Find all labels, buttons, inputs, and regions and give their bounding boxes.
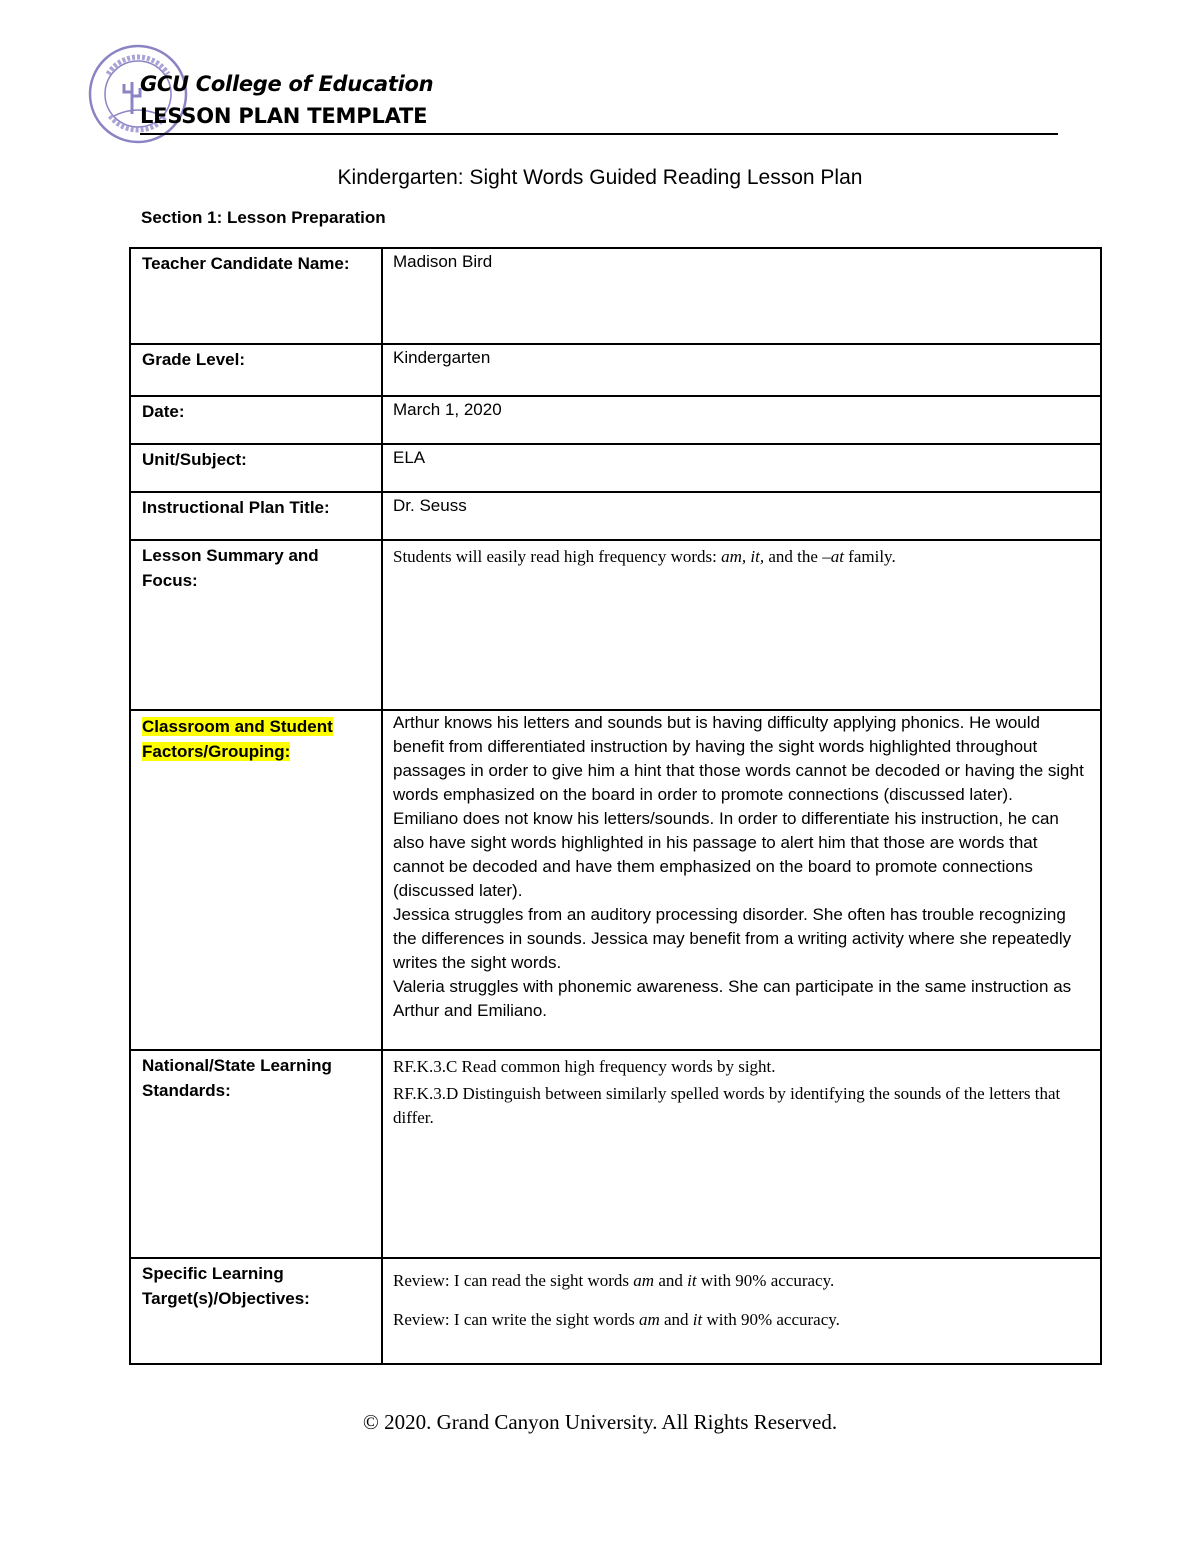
unit-label: Unit/Subject: <box>142 450 247 469</box>
objectives-value <box>383 1259 1100 1332</box>
value-cell <box>382 492 1101 540</box>
table-row <box>130 344 1101 396</box>
table-row <box>130 1050 1101 1258</box>
value-cell <box>382 396 1101 444</box>
summary-value <box>383 541 1100 569</box>
grade-value: Kindergarten <box>393 348 491 367</box>
standard-item: RF.K.3.C Read common high frequency words by sight. <box>393 1057 776 1076</box>
factors-value <box>383 711 1100 1023</box>
objective-text: Review: I can write the sight words <box>393 1310 639 1329</box>
objective-text: with 90% accuracy. <box>696 1271 835 1290</box>
objectives-label: Specific Learning Target(s)/Objectives: <box>142 1264 310 1308</box>
standards-label: National/State Learning Standards: <box>142 1056 332 1100</box>
label-cell <box>130 396 382 444</box>
factors-label-wrap <box>131 711 381 764</box>
value-cell <box>382 344 1101 396</box>
standard-item: RF.K.3.D Distinguish between similarly spelled words by identifying the sounds of the letters that differ. <box>393 1084 1061 1127</box>
college-name: GCU College of Education <box>140 72 434 96</box>
page-title: Kindergarten: Sight Words Guided Reading Lesson Plan <box>337 166 863 189</box>
standards-value <box>383 1051 1100 1130</box>
objective-text: and <box>659 1310 693 1329</box>
summary-family: –at <box>822 547 844 566</box>
factors-paragraph-arthur: Arthur knows his letters and sounds but is having difficulty applying phonics. He would benefit from differentiated instruction by having the sight words highlighted throughout passages in order to give him a hint that those words cannot be decoded or having the sight words emphasized on the board in order to promote connections (discussed later). <box>393 713 1084 804</box>
label-cell <box>130 444 382 492</box>
label-cell <box>130 1258 382 1364</box>
table-row <box>130 248 1101 344</box>
objective-word: am <box>638 1310 660 1329</box>
table-row <box>130 1258 1101 1364</box>
objective-word: it <box>692 1310 703 1329</box>
unit-value: ELA <box>393 448 426 467</box>
teacher-label: Teacher Candidate Name: <box>142 254 350 273</box>
objective-word: am <box>633 1271 655 1290</box>
value-cell <box>382 710 1101 1050</box>
teacher-value: Madison Bird <box>393 252 493 271</box>
table-row <box>130 396 1101 444</box>
objective-item <box>393 1269 1090 1293</box>
value-cell <box>382 1258 1101 1364</box>
objective-item <box>393 1308 1090 1332</box>
label-cell <box>130 710 382 1050</box>
summary-text: Students will easily read high frequency words: <box>393 547 722 566</box>
value-cell <box>382 248 1101 344</box>
summary-text: and the <box>764 547 823 566</box>
factors-paragraph-jessica: Jessica struggles from an auditory processing disorder. She often has trouble recognizing the differences in sounds. Jessica may benefit from a writing activity where she repeatedly writes the sight words. <box>393 905 1072 972</box>
objective-word: it <box>687 1271 697 1290</box>
label-cell <box>130 492 382 540</box>
value-cell <box>382 1050 1101 1258</box>
table-row <box>130 492 1101 540</box>
summary-text: family. <box>843 547 896 566</box>
summary-label: Lesson Summary and Focus: <box>142 546 319 590</box>
label-cell <box>130 540 382 710</box>
section-heading: Section 1: Lesson Preparation <box>141 208 386 227</box>
summary-words: am, it, <box>721 547 765 566</box>
table-row <box>130 540 1101 710</box>
label-cell <box>130 1050 382 1258</box>
table-row <box>130 444 1101 492</box>
label-cell <box>130 248 382 344</box>
lesson-plan-table <box>129 247 1102 1365</box>
copyright-footer: © 2020. Grand Canyon University. All Rights Reserved. <box>362 1410 838 1434</box>
date-label: Date: <box>142 402 185 421</box>
header-divider <box>140 133 1058 135</box>
factors-paragraph-emiliano: Emiliano does not know his letters/sounds. In order to differentiate his instruction, he can also have sight words highlighted in his passage to alert him that those are words that cannot be decoded and have them emphasized on the board to promote connections (discussed later). <box>393 809 1059 900</box>
label-cell <box>130 344 382 396</box>
factors-paragraph-valeria: Valeria struggles with phonemic awareness. She can participate in the same instruction as Arthur and Emiliano. <box>393 977 1072 1020</box>
objective-text: Review: I can read the sight words <box>393 1271 634 1290</box>
template-name: LESSON PLAN TEMPLATE <box>140 104 428 128</box>
plan-title-value: Dr. Seuss <box>393 496 467 515</box>
table-row <box>130 710 1101 1050</box>
date-value: March 1, 2020 <box>393 400 502 419</box>
plan-title-label: Instructional Plan Title: <box>142 498 330 517</box>
objective-text: with 90% accuracy. <box>702 1310 840 1329</box>
grade-label: Grade Level: <box>142 350 245 369</box>
factors-label: Classroom and Student Factors/Grouping: <box>142 717 333 761</box>
value-cell <box>382 540 1101 710</box>
value-cell <box>382 444 1101 492</box>
objective-text: and <box>654 1271 688 1290</box>
